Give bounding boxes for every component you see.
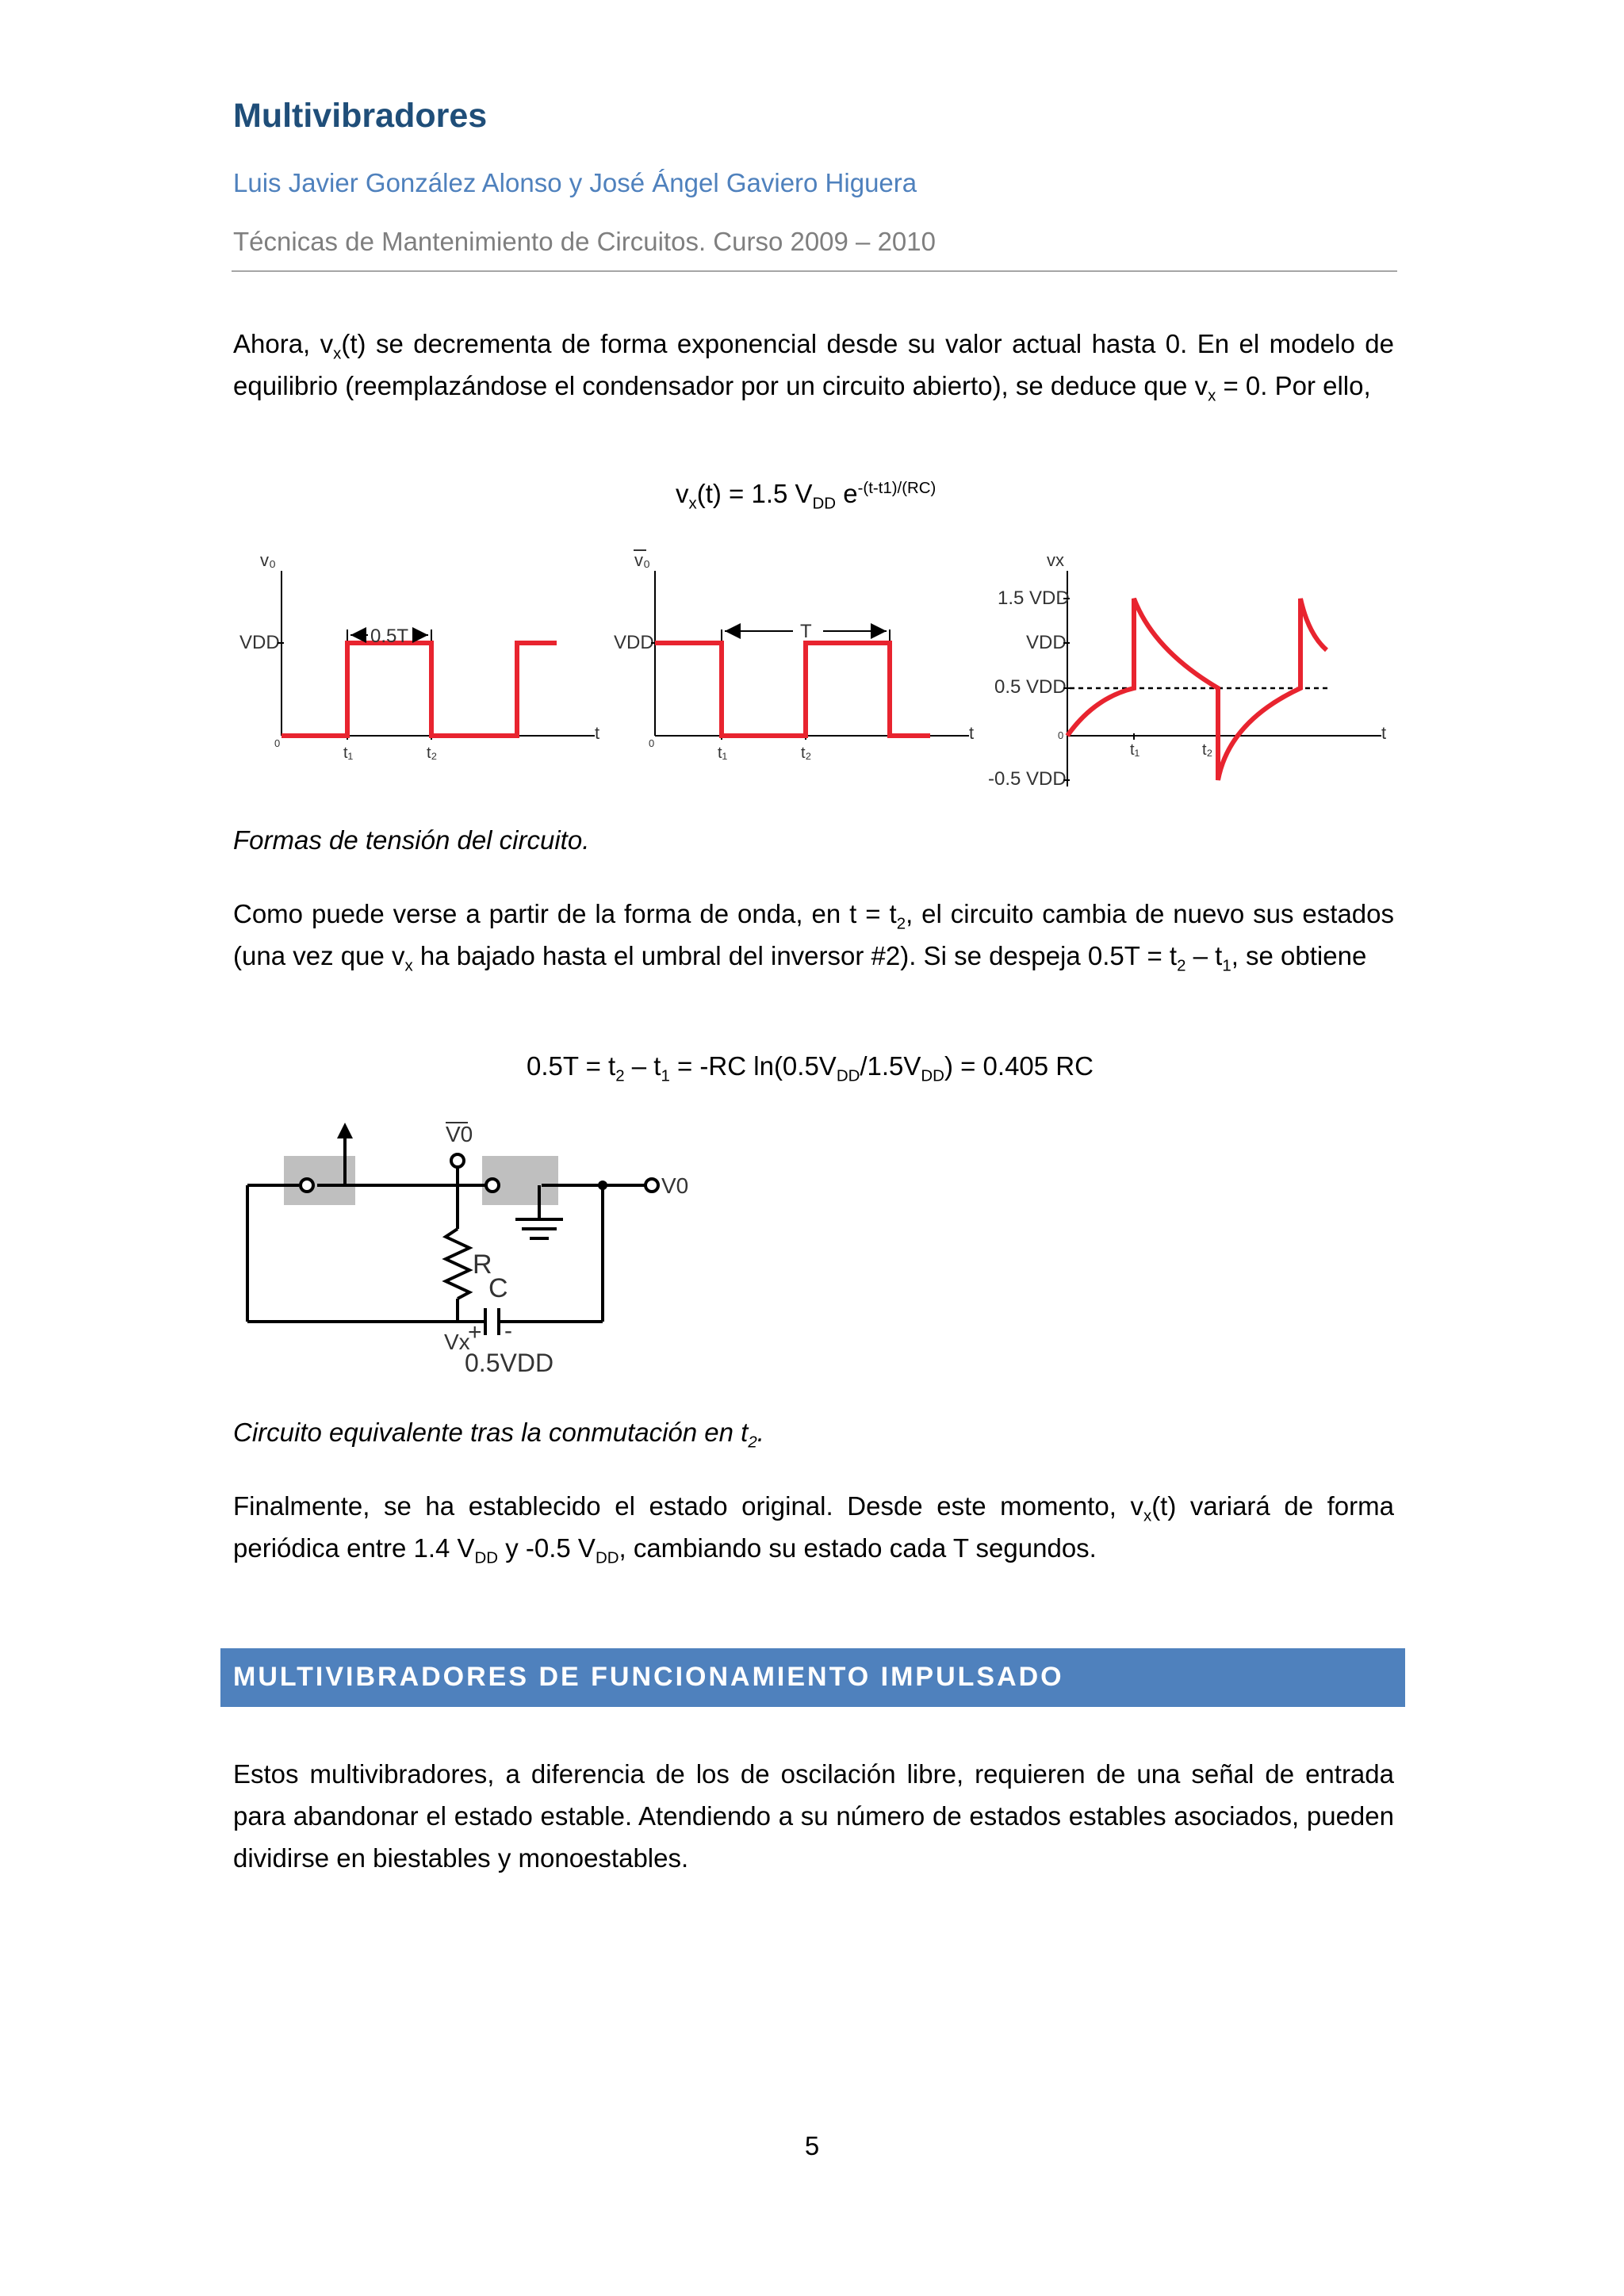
g3-level-0-5vdd: 0.5 VDD xyxy=(994,676,1067,698)
g3-level-vdd: VDD xyxy=(1026,632,1067,653)
waveform-v0-bar xyxy=(614,550,974,762)
v0bar-label: V0 xyxy=(446,1122,473,1146)
g1-level-label: VDD xyxy=(239,632,280,653)
capacitor-plus-sign: + xyxy=(468,1319,482,1345)
g2-xlabel: t xyxy=(969,723,975,743)
v0bar-node xyxy=(451,1154,464,1167)
inverter-1-output-node xyxy=(301,1179,313,1192)
document-title: Multivibradores xyxy=(233,97,488,135)
capacitor-voltage-label: 0.5VDD xyxy=(465,1349,554,1377)
g1-trace xyxy=(282,643,557,736)
g1-origin: 0 xyxy=(274,737,281,749)
paragraph-1: Ahora, $v_x(t)$ se decrementa de forma exponencial desde su valor actual hasta 0. En el modelo de equilibrio (reemplazándose el condensador por un circuito abierto), se deduce que $v_x = 0$. Por ello, xyxy=(233,329,1394,405)
document-authors: Luis Javier González Alonso y José Ángel Gaviero Higuera xyxy=(233,168,917,197)
v0-output-node xyxy=(645,1179,658,1192)
g3-t2-label: t₂ xyxy=(1202,741,1213,759)
document-course: Técnicas de Mantenimiento de Circuitos. Curso 2009 – 2010 xyxy=(233,227,936,256)
g1-t2-label: t₂ xyxy=(427,744,438,762)
g1-ylabel: v₀ xyxy=(260,550,277,570)
section-heading: MULTIVIBRADORES DE FUNCIONAMIENTO IMPULSADO xyxy=(233,1662,1064,1692)
g2-t2-label: t₂ xyxy=(801,744,812,762)
capacitor-label: C xyxy=(488,1273,508,1303)
g3-trace xyxy=(1067,599,1327,780)
paragraph-3: Finalmente, se ha establecido el estado original. Desde este momento, $v_x(t)$ variará de forma periódica entre 1.4 $V_{DD}$ y -0.5 $V_{DD}$, cambiando su estado cada T segundos. xyxy=(233,1491,1394,1567)
vx-label: Vx xyxy=(444,1330,470,1354)
g1-period-marker: 0.5T xyxy=(370,626,409,647)
section-heading-bar xyxy=(220,1648,1405,1707)
v0-label: V0 xyxy=(661,1173,689,1198)
paragraph-4: Estos multivibradores, a diferencia de los de oscilación libre, requieren de una señal de entrada para abandonar el estado estable. Atendiendo a su número de estados estables asociados, pueden dividirse en biestables y monoestables. xyxy=(233,1759,1394,1873)
g2-trace xyxy=(655,643,930,736)
figure-caption-2: Circuito equivalente tras la conmutación en $t_2$. xyxy=(233,1418,764,1452)
g2-level-label: VDD xyxy=(614,632,654,653)
g3-origin: 0 xyxy=(1058,729,1064,741)
capacitor-minus-sign: - xyxy=(504,1318,512,1344)
paragraph-2: Como puede verse a partir de la forma de onda, en $t = t_2$, el circuito cambia de nuevo sus estados (una vez que $v_x$ ha bajado hasta el umbral del inversor #2). Si se despeja $0.5T = t_2 - t_1$, se obtiene xyxy=(233,899,1395,975)
g2-t1-label: t₁ xyxy=(718,744,728,762)
g1-xlabel: t xyxy=(595,723,600,743)
waveform-v0 xyxy=(239,550,599,762)
g3-ylabel: vx xyxy=(1047,550,1064,570)
g3-level-1-5vdd: 1.5 VDD xyxy=(998,587,1070,609)
equivalent-circuit-figure xyxy=(230,1118,706,1387)
g1-t1-label: t₁ xyxy=(343,744,354,762)
g3-xlabel: t xyxy=(1381,723,1387,743)
header-divider xyxy=(232,270,1397,272)
equation-vx: $v_x(t) = 1.5$ $V_{DD}$ $e^{-(t-t1)/(RC)}$ xyxy=(676,479,936,513)
page-number: 5 xyxy=(804,2131,820,2160)
waveform-figure xyxy=(222,539,1411,801)
g3-t1-label: t₁ xyxy=(1130,741,1140,759)
arrow-up-icon xyxy=(337,1123,353,1138)
g2-period-marker: T xyxy=(800,621,812,642)
junction-dot xyxy=(598,1181,607,1190)
g2-ylabel: v₀ xyxy=(634,550,651,570)
figure-caption-1: Formas de tensión del circuito. xyxy=(233,825,590,855)
g2-origin: 0 xyxy=(649,737,655,749)
g3-level-neg-0-5vdd: -0.5 VDD xyxy=(988,768,1067,790)
inverter-2-input-node xyxy=(486,1179,499,1192)
waveform-vx xyxy=(988,550,1386,790)
resistor-label: R xyxy=(473,1249,492,1280)
equation-period: $0.5T = t_2 - t_1 = -RC$ $\ln(0.5V_{DD}/1.5V_{DD}) = 0.405$ RC xyxy=(527,1051,1094,1085)
